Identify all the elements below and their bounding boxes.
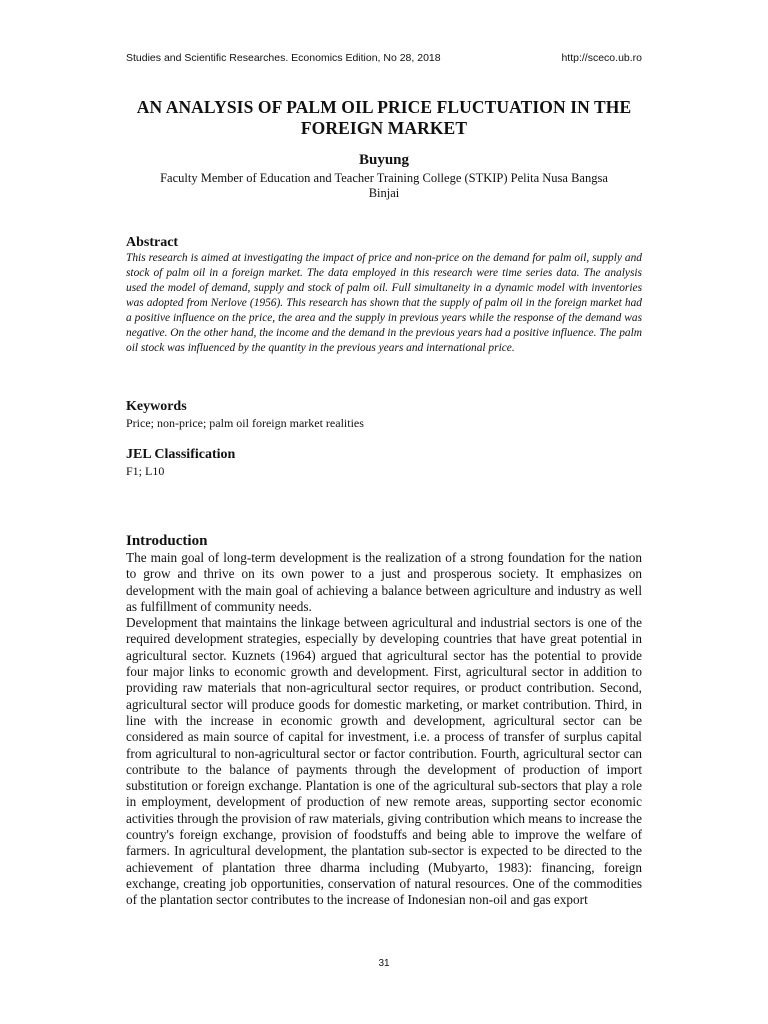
introduction-heading: Introduction [126, 533, 208, 549]
journal-name: Studies and Scientific Researches. Economics Edition, No 28, 2018 [126, 52, 441, 64]
keywords-text: Price; non-price; palm oil foreign market realities [126, 416, 364, 430]
title-line-1: AN ANALYSIS OF PALM OIL PRICE FLUCTUATION IN THE [136, 97, 632, 117]
keywords-heading: Keywords [126, 399, 187, 414]
running-header [126, 52, 642, 64]
introduction-body [126, 550, 642, 909]
author-name: Buyung [358, 152, 410, 168]
author-affiliation [126, 171, 642, 201]
page-number: 31 [378, 958, 390, 969]
introduction-paragraph-1: The main goal of long-term development is the realization of a strong foundation for the nation to grow and thrive on its own power to a just and prosperous society. It emphasizes on development with the main goal of achieving a balance between agriculture and industry as well as fulfillment of community needs. [126, 550, 642, 614]
abstract-heading: Abstract [126, 235, 179, 250]
title-line-2: FOREIGN MARKET [300, 118, 468, 138]
abstract-text: This research is aimed at investigating the impact of price and non-price on the demand for palm oil, supply and stock of palm oil in a foreign market. The data employed in this research were time series data. The analysis used the model of demand, supply and stock of palm oil. Full simultaneity in a dynamic model with inventories was adopted from Nerlove (1956). This research has shown that the supply of palm oil in the foreign market had a positive influence on the price, the area and the supply in previous years while the response of the demand was negative. On the other hand, the income and the demand in the previous years had a positive influence. The palm oil stock was influenced by the quantity in the previous years and international price. [126, 252, 642, 354]
affiliation-line-2: Binjai [368, 186, 400, 200]
introduction-paragraph-2: Development that maintains the linkage between agricultural and industrial sectors is one of the required development strategies, especially by developing countries that have great potential in agricultural sector. Kuznets (1964) argued that agricultural sector has the potential to provide four major links to economic growth and development. First, agricultural sector in addition to providing raw materials that non-agricultural sector requires, or product contribution. Second, agricultural sector will produce goods for domestic marketing, or market contribution. Third, in line with the increase in economic growth and development, agricultural sector can be considered as main source of capital for investment, i.e. a process of transfer of surplus capital from agricultural to non-agricultural sector or factor contribution. Fourth, agricultural sector can contribute to the balance of payments through the development of production of import substitution or foreign exchange. Plantation is one of the agricultural sub-sectors that play a role in employment, development of production of new remote areas, supporting sector economic activities through the provision of raw materials, giving contribution which means to increase the country's foreign exchange, provision of foodstuffs and being able to improve the welfare of farmers. In agricultural development, the plantation sub-sector is expected to be directed to the achievement of plantation three dharma including (Mubyarto, 1983): financing, foreign exchange, creating job opportunities, conservation of natural resources. One of the commodities of the plantation sector contributes to the increase of Indonesian non-oil and gas export [126, 615, 642, 908]
jel-text: F1; L10 [126, 464, 165, 478]
paper-title [126, 97, 642, 139]
jel-heading: JEL Classification [126, 447, 236, 462]
journal-url[interactable]: http://sceco.ub.ro [561, 52, 642, 64]
affiliation-line-1: Faculty Member of Education and Teacher Training College (STKIP) Pelita Nusa Bangsa [160, 171, 608, 185]
